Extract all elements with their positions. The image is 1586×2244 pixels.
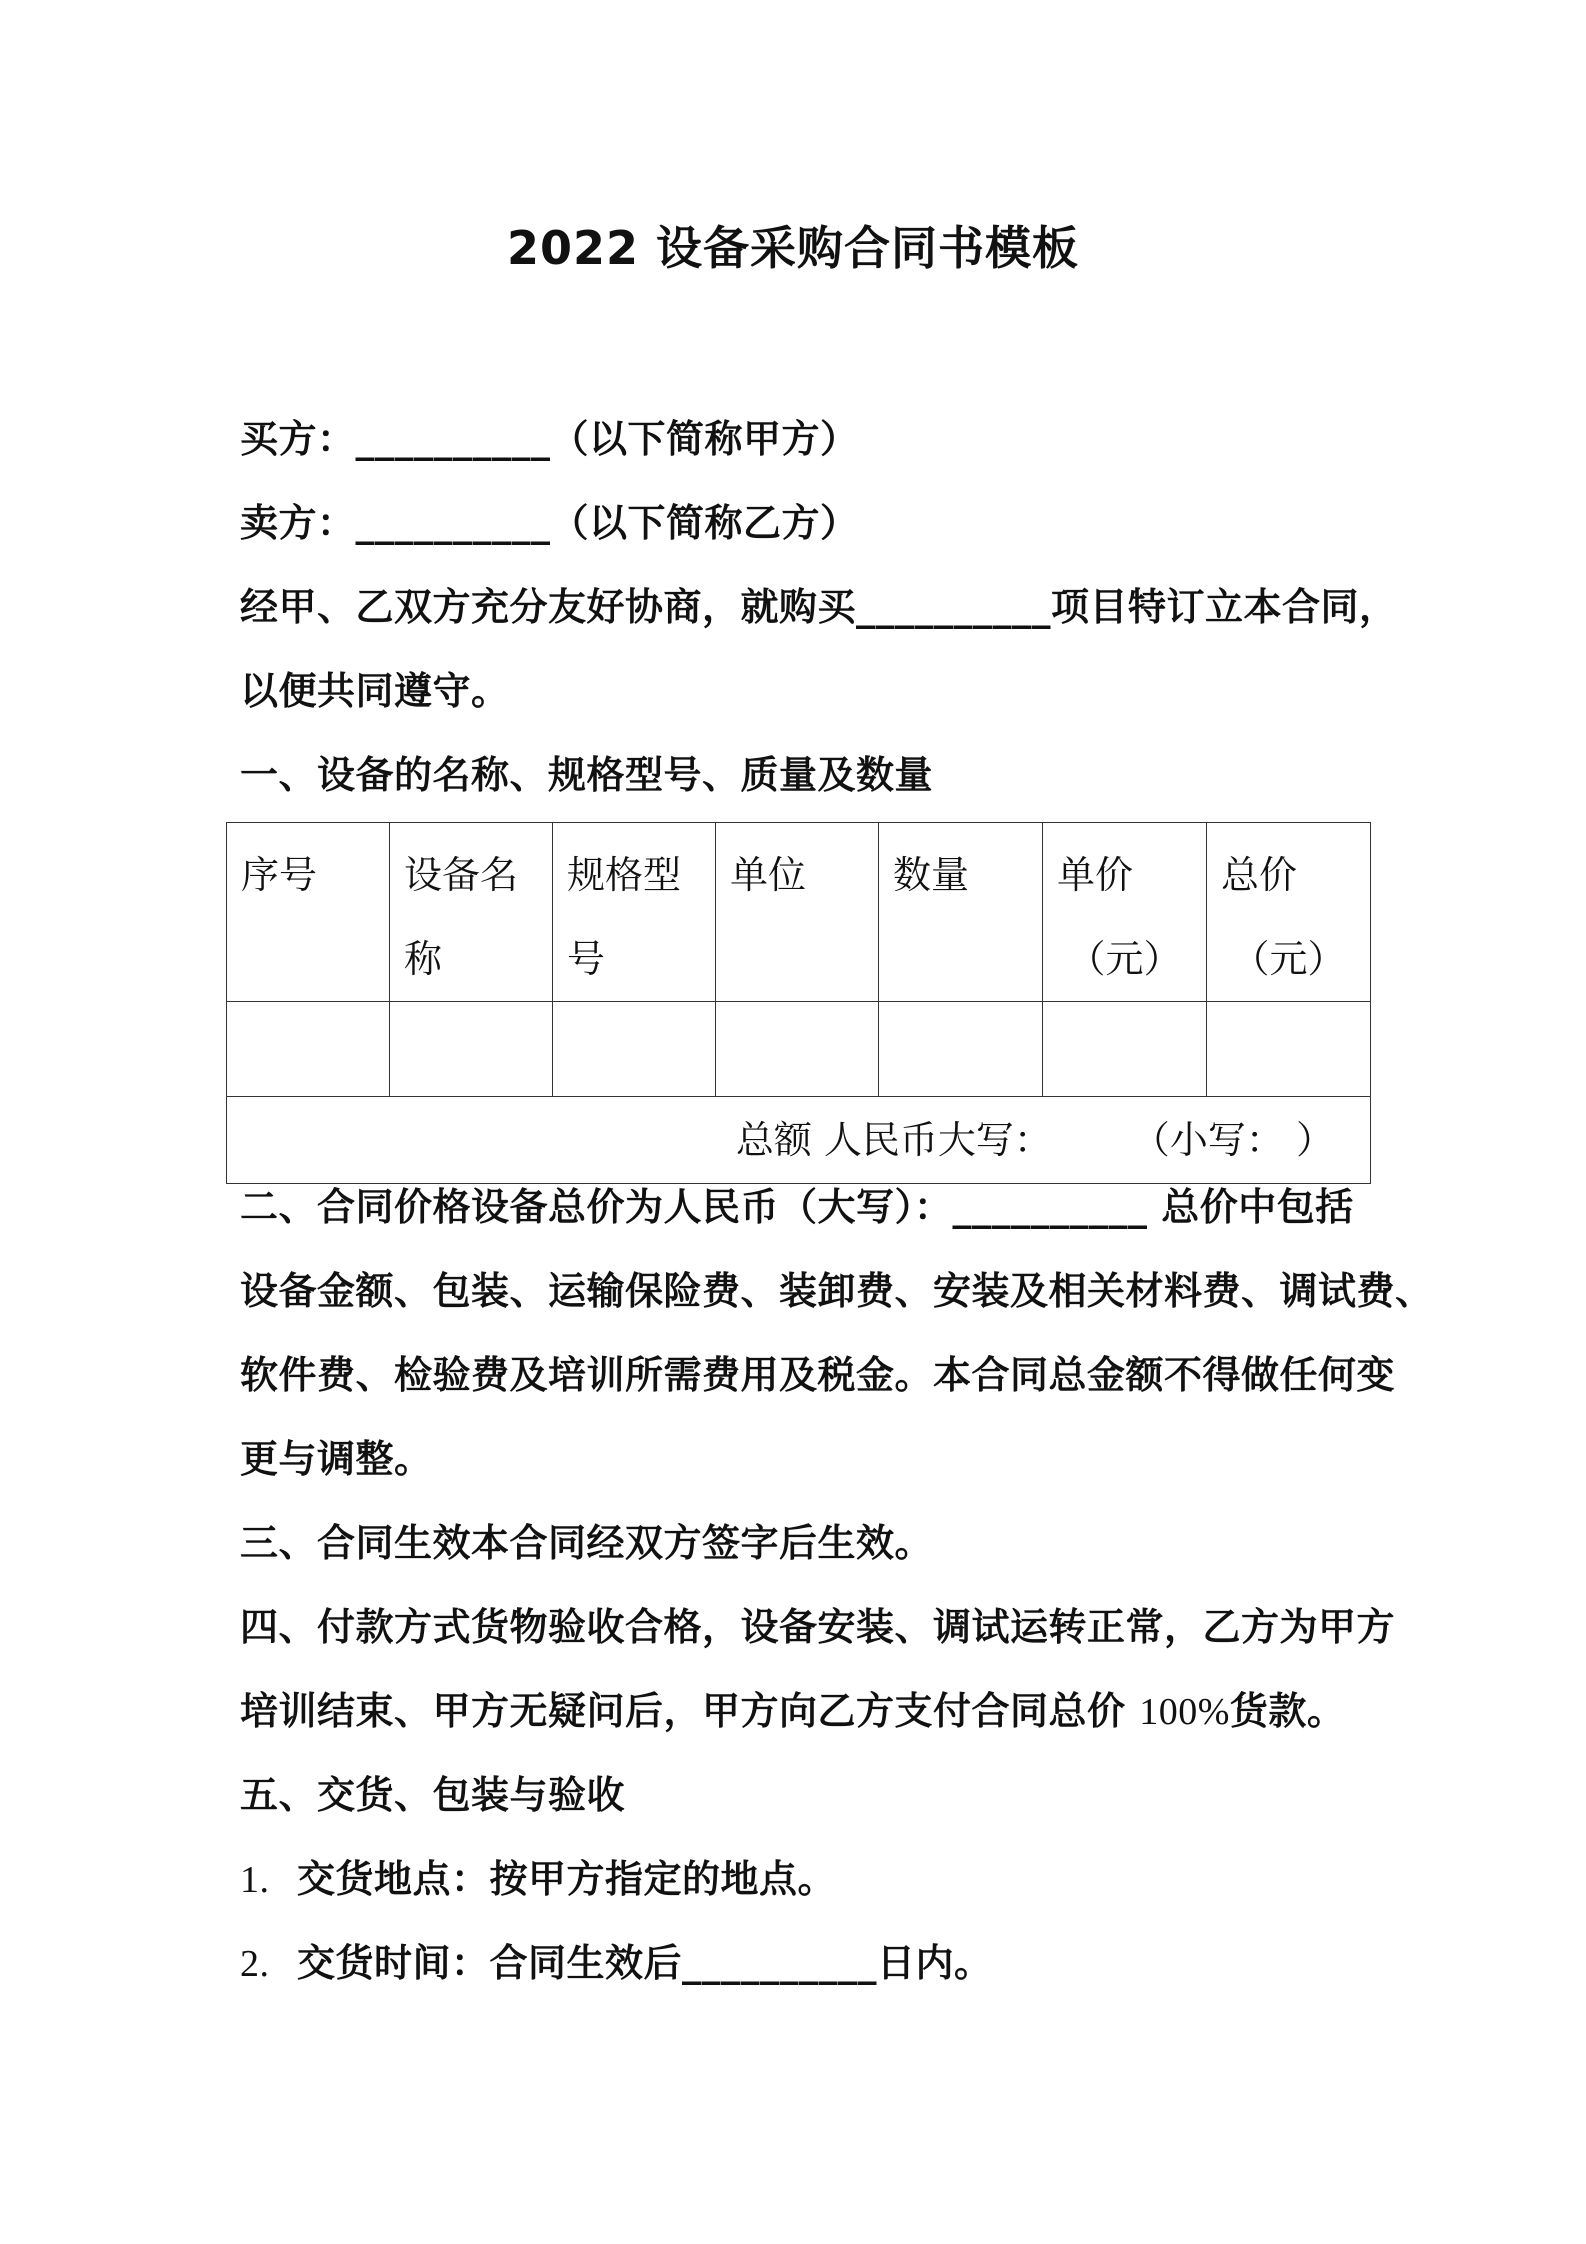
section-2-line-4: 更与调整。 [240,1437,433,1481]
seller-line: 卖方：__________（以下简称乙方） [240,501,859,545]
header-cell-index: 序号 [227,823,390,1002]
section-2-line-3: 软件费、检验费及培训所需费用及税金。本合同总金额不得做任何变 [240,1353,1396,1397]
equipment-table [226,822,1371,1184]
table-header-row [227,823,1371,1002]
intro-line-1: 经甲、乙双方充分友好协商，就购买__________项目特订立本合同， [240,585,1398,629]
section-4-line-1: 四、付款方式货物验收合格，设备安装、调试运转正常，乙方为甲方 [240,1605,1396,1649]
table-cell [1043,1002,1207,1097]
table-total-row [227,1097,1371,1184]
section-1-heading: 一、设备的名称、规格型号、质量及数量 [240,753,934,797]
header-cell-equipment-name: 设备名 称 [390,823,553,1002]
total-cell [227,1097,1371,1184]
payment-percentage: 100% [1139,1691,1230,1733]
section-5-heading: 五、交货、包装与验收 [240,1773,626,1817]
section-2-line-2: 设备金额、包装、运输保险费、装卸费、安装及相关材料费、调试费、 [240,1269,1434,1313]
table-cell [553,1002,716,1097]
section-2-line-1: 二、合同价格设备总价为人民币（大写）：__________ 总价中包括 [240,1185,1354,1229]
header-cell-quantity: 数量 [879,823,1043,1002]
list-item [240,1932,1370,1987]
buyer-line: 买方：__________（以下简称甲方） [240,417,859,461]
list-item [240,1848,1370,1903]
header-cell-spec-model: 规格型 号 [553,823,716,1002]
list-item-text: 交货地点：按甲方指定的地点。 [296,1857,836,1901]
header-cell-total-price: 总价 （元） [1207,823,1371,1002]
intro-line-2: 以便共同遵守。 [240,669,510,713]
table-cell [879,1002,1043,1097]
section-4-line-2: 培训结束、甲方无疑问后，甲方向乙方支付合同总价 100%货款。 [240,1689,1346,1733]
list-item-number: 2. [240,1943,270,1985]
table-row [227,1002,1371,1097]
section-3-line: 三、合同生效本合同经双方签字后生效。 [240,1521,934,1565]
table-cell [1207,1002,1371,1097]
table-cell [390,1002,553,1097]
header-cell-unit: 单位 [716,823,879,1002]
header-cell-unit-price: 单价 （元） [1043,823,1207,1002]
total-label: 总额 人民币大写： [735,1118,1052,1162]
list-item-text: 交货时间：合同生效后__________日内。 [296,1941,993,1985]
table-cell [227,1002,390,1097]
table-cell [716,1002,879,1097]
document-title: 2022 设备采购合同书模板 [506,221,1080,275]
total-small-label: （小写： ） [1131,1118,1334,1162]
list-item-number: 1. [240,1859,270,1901]
